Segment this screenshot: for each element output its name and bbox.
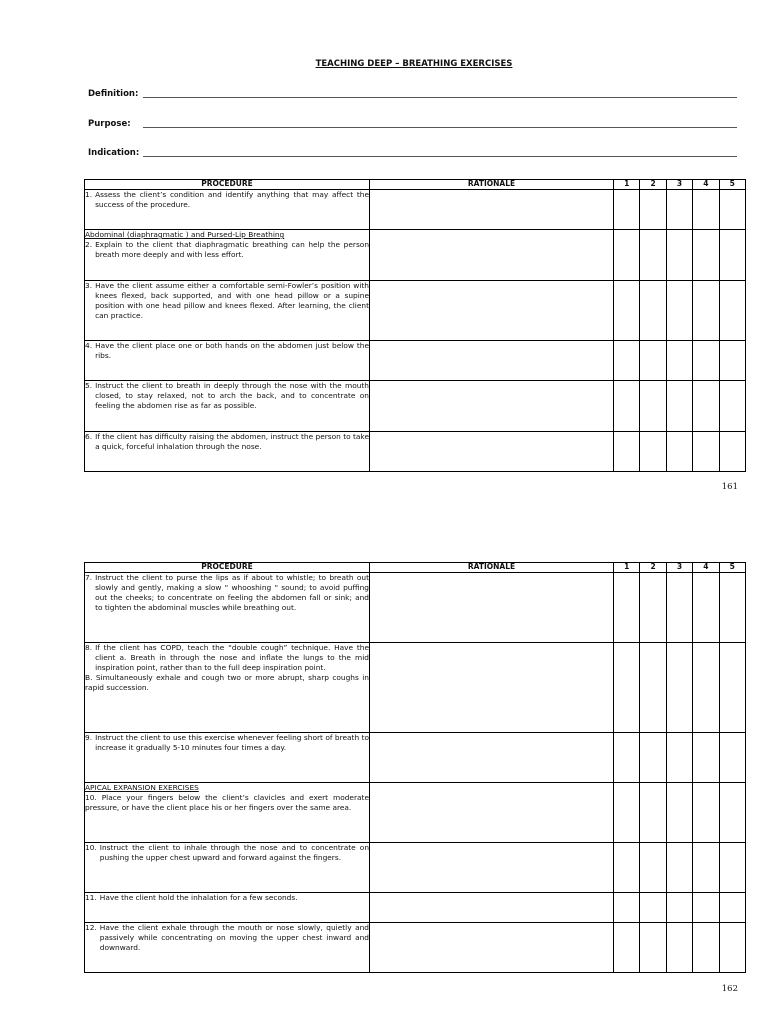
rationale-cell[interactable] (370, 643, 614, 733)
score-cell[interactable] (719, 733, 745, 783)
rationale-cell[interactable] (370, 230, 614, 281)
step-text: Have the client hold the inhalation for a few seconds. (99, 893, 298, 902)
score-cell[interactable] (719, 281, 745, 341)
score-cell[interactable] (614, 341, 640, 381)
score-cell[interactable] (640, 190, 666, 230)
step-text: Explain to the client that diaphragmatic breathing can help the person breath more deeply and with less effort. (95, 240, 369, 259)
step-number: 6. (85, 432, 93, 441)
rationale-cell[interactable] (370, 893, 614, 923)
score-cell[interactable] (666, 643, 692, 733)
step-number: 9. (85, 733, 93, 742)
procedure-cell (85, 923, 370, 973)
step-text: Assess the client’s condition and identify anything that may affect the success of the procedure. (95, 190, 369, 209)
page-number: 161 (721, 482, 738, 492)
definition-line (143, 97, 737, 98)
table-row (85, 573, 746, 643)
definition-label: Definition: (88, 89, 139, 99)
table-row (85, 923, 746, 973)
procedure-cell (85, 573, 370, 643)
step-number: 11. (85, 893, 97, 902)
score-cell[interactable] (614, 573, 640, 643)
score-cell[interactable] (666, 573, 692, 643)
step-number: 2. (85, 240, 93, 249)
step-text: Instruct the client to purse the lips as if about to whistle; to breath out slowly and gently, making a slow “ whooshing “ sound; to avoid puffing out the cheeks; to concentrate on feeling the abdomen fall or sink; and to tighten the abdominal muscles while breathing out. (95, 573, 369, 612)
score-header-5: 5 (719, 563, 745, 573)
step-number: 5. (85, 381, 93, 390)
score-cell[interactable] (719, 381, 745, 432)
rationale-cell[interactable] (370, 573, 614, 643)
score-cell[interactable] (614, 783, 640, 843)
score-cell[interactable] (719, 643, 745, 733)
page-title: TEACHING DEEP – BREATHING EXERCISES (315, 59, 513, 69)
score-cell[interactable] (719, 573, 745, 643)
score-header-3: 3 (666, 180, 692, 190)
procedure-cell (85, 893, 370, 923)
score-cell[interactable] (719, 432, 745, 472)
score-cell[interactable] (719, 843, 745, 893)
step-number: 12. (85, 923, 97, 932)
step-text: Have the client place one or both hands on the abdomen just below the ribs. (95, 341, 369, 360)
score-cell[interactable] (693, 893, 719, 923)
score-cell[interactable] (666, 843, 692, 893)
score-cell[interactable] (693, 381, 719, 432)
procedure-table-page-161 (84, 179, 746, 472)
score-cell[interactable] (666, 281, 692, 341)
procedure-cell (85, 230, 370, 281)
step-text: Have the client assume either a comfortable semi-Fowler’s position with knees flexed, back supported, and with one head pillow or a supine position with one head pillow and knees flexed. After learning, the client can practice. (95, 281, 369, 320)
score-cell[interactable] (614, 733, 640, 783)
purpose-line (143, 127, 737, 128)
score-cell[interactable] (640, 923, 666, 973)
score-cell[interactable] (693, 190, 719, 230)
score-header-4: 4 (693, 180, 719, 190)
step-text: Instruct the client to inhale through the nose and to concentrate on pushing the upper chest upward and forward against the fingers. (99, 843, 369, 862)
step-text: Instruct the client to breath in deeply through the nose with the mouth closed, to stay relaxed, not to arch the back, and to concentrate on feeling the abdomen rise as far as possible. (95, 381, 369, 410)
score-cell[interactable] (693, 432, 719, 472)
procedure-header: PROCEDURE (85, 563, 370, 573)
step-number: 8. (85, 643, 93, 652)
rationale-cell[interactable] (370, 733, 614, 783)
score-cell[interactable] (640, 573, 666, 643)
rationale-cell[interactable] (370, 341, 614, 381)
table-row (85, 893, 746, 923)
score-cell[interactable] (693, 643, 719, 733)
score-cell[interactable] (614, 893, 640, 923)
score-cell[interactable] (614, 923, 640, 973)
table-row (85, 281, 746, 341)
procedure-cell (85, 432, 370, 472)
rationale-cell[interactable] (370, 281, 614, 341)
step-number: 4. (85, 341, 93, 350)
score-header-2: 2 (640, 563, 666, 573)
indication-line (143, 156, 737, 157)
rationale-header: RATIONALE (370, 563, 614, 573)
score-header-1: 1 (614, 563, 640, 573)
procedure-cell (85, 341, 370, 381)
step-text: If the client has difficulty raising the abdomen, instruct the person to take a quick, forceful inhalation through the nose. (95, 432, 369, 451)
score-cell[interactable] (719, 893, 745, 923)
step-text: 10. Place your fingers below the client’s clavicles and exert moderate pressure, or have the client place his or her fingers over the same area. (85, 793, 369, 812)
score-cell[interactable] (640, 783, 666, 843)
score-cell[interactable] (719, 230, 745, 281)
score-cell[interactable] (666, 923, 692, 973)
table-row (85, 643, 746, 733)
step-text: Instruct the client to use this exercise whenever feeling short of breath to increase it gradually 5-10 minutes four times a day. (95, 733, 369, 752)
score-cell[interactable] (719, 783, 745, 843)
score-header-3: 3 (666, 563, 692, 573)
section-heading: APICAL EXPANSION EXERCISES (85, 783, 199, 792)
score-cell[interactable] (640, 230, 666, 281)
procedure-table-page-162 (84, 562, 746, 973)
procedure-cell (85, 643, 370, 733)
table-row (85, 783, 746, 843)
step-text: Have the client exhale through the mouth or nose slowly, quietly and passively while concentrating on moving the upper chest inward and downward. (99, 923, 369, 952)
score-cell[interactable] (614, 230, 640, 281)
score-cell[interactable] (693, 733, 719, 783)
procedure-header: PROCEDURE (85, 180, 370, 190)
score-cell[interactable] (666, 381, 692, 432)
step-number: 7. (85, 573, 93, 582)
rationale-cell[interactable] (370, 381, 614, 432)
procedure-cell (85, 783, 370, 843)
step-text: If the client has COPD, teach the “double cough” technique. Have the client a. Breath in through the nose and inflate the lungs to the mid inspiration point, rather than to the full deep inspiration point. (95, 643, 369, 672)
rationale-cell[interactable] (370, 432, 614, 472)
score-cell[interactable] (614, 381, 640, 432)
score-cell[interactable] (666, 783, 692, 843)
score-header-4: 4 (693, 563, 719, 573)
procedure-cell (85, 281, 370, 341)
table-row (85, 733, 746, 783)
score-cell[interactable] (666, 432, 692, 472)
score-cell[interactable] (640, 893, 666, 923)
score-cell[interactable] (693, 843, 719, 893)
rationale-cell[interactable] (370, 783, 614, 843)
score-cell[interactable] (640, 381, 666, 432)
score-header-1: 1 (614, 180, 640, 190)
score-cell[interactable] (693, 281, 719, 341)
table-row (85, 230, 746, 281)
score-cell[interactable] (614, 281, 640, 341)
score-cell[interactable] (614, 432, 640, 472)
score-cell[interactable] (640, 432, 666, 472)
procedure-cell (85, 843, 370, 893)
score-cell[interactable] (640, 733, 666, 783)
score-cell[interactable] (693, 341, 719, 381)
score-header-5: 5 (719, 180, 745, 190)
rationale-header: RATIONALE (370, 180, 614, 190)
score-cell[interactable] (666, 893, 692, 923)
score-cell[interactable] (640, 341, 666, 381)
score-cell[interactable] (666, 733, 692, 783)
step-number: 1. (85, 190, 93, 199)
page-number: 162 (721, 984, 738, 994)
score-cell[interactable] (666, 341, 692, 381)
table-row (85, 843, 746, 893)
score-cell[interactable] (666, 230, 692, 281)
score-header-2: 2 (640, 180, 666, 190)
score-cell[interactable] (640, 843, 666, 893)
table-row (85, 381, 746, 432)
purpose-label: Purpose: (88, 119, 131, 129)
score-cell[interactable] (693, 230, 719, 281)
score-cell[interactable] (693, 923, 719, 973)
score-cell[interactable] (719, 341, 745, 381)
step-number: 3. (85, 281, 93, 290)
table-row (85, 190, 746, 230)
score-cell[interactable] (640, 281, 666, 341)
score-cell[interactable] (614, 190, 640, 230)
rationale-cell[interactable] (370, 923, 614, 973)
procedure-cell (85, 733, 370, 783)
step-number: 10. (85, 843, 97, 852)
score-cell[interactable] (640, 643, 666, 733)
score-cell[interactable] (693, 573, 719, 643)
procedure-cell (85, 190, 370, 230)
score-cell[interactable] (614, 843, 640, 893)
score-cell[interactable] (719, 923, 745, 973)
score-cell[interactable] (666, 190, 692, 230)
score-cell[interactable] (693, 783, 719, 843)
indication-label: Indication: (88, 148, 140, 158)
procedure-cell (85, 381, 370, 432)
table-row (85, 341, 746, 381)
rationale-cell[interactable] (370, 843, 614, 893)
score-cell[interactable] (614, 643, 640, 733)
section-heading: Abdominal (diaphragmatic ) and Pursed-Lip Breathing (85, 230, 285, 239)
step-text-continued: B. Simultaneously exhale and cough two or more abrupt, sharp coughs in rapid succession. (85, 673, 369, 692)
table-row (85, 432, 746, 472)
score-cell[interactable] (719, 190, 745, 230)
rationale-cell[interactable] (370, 190, 614, 230)
